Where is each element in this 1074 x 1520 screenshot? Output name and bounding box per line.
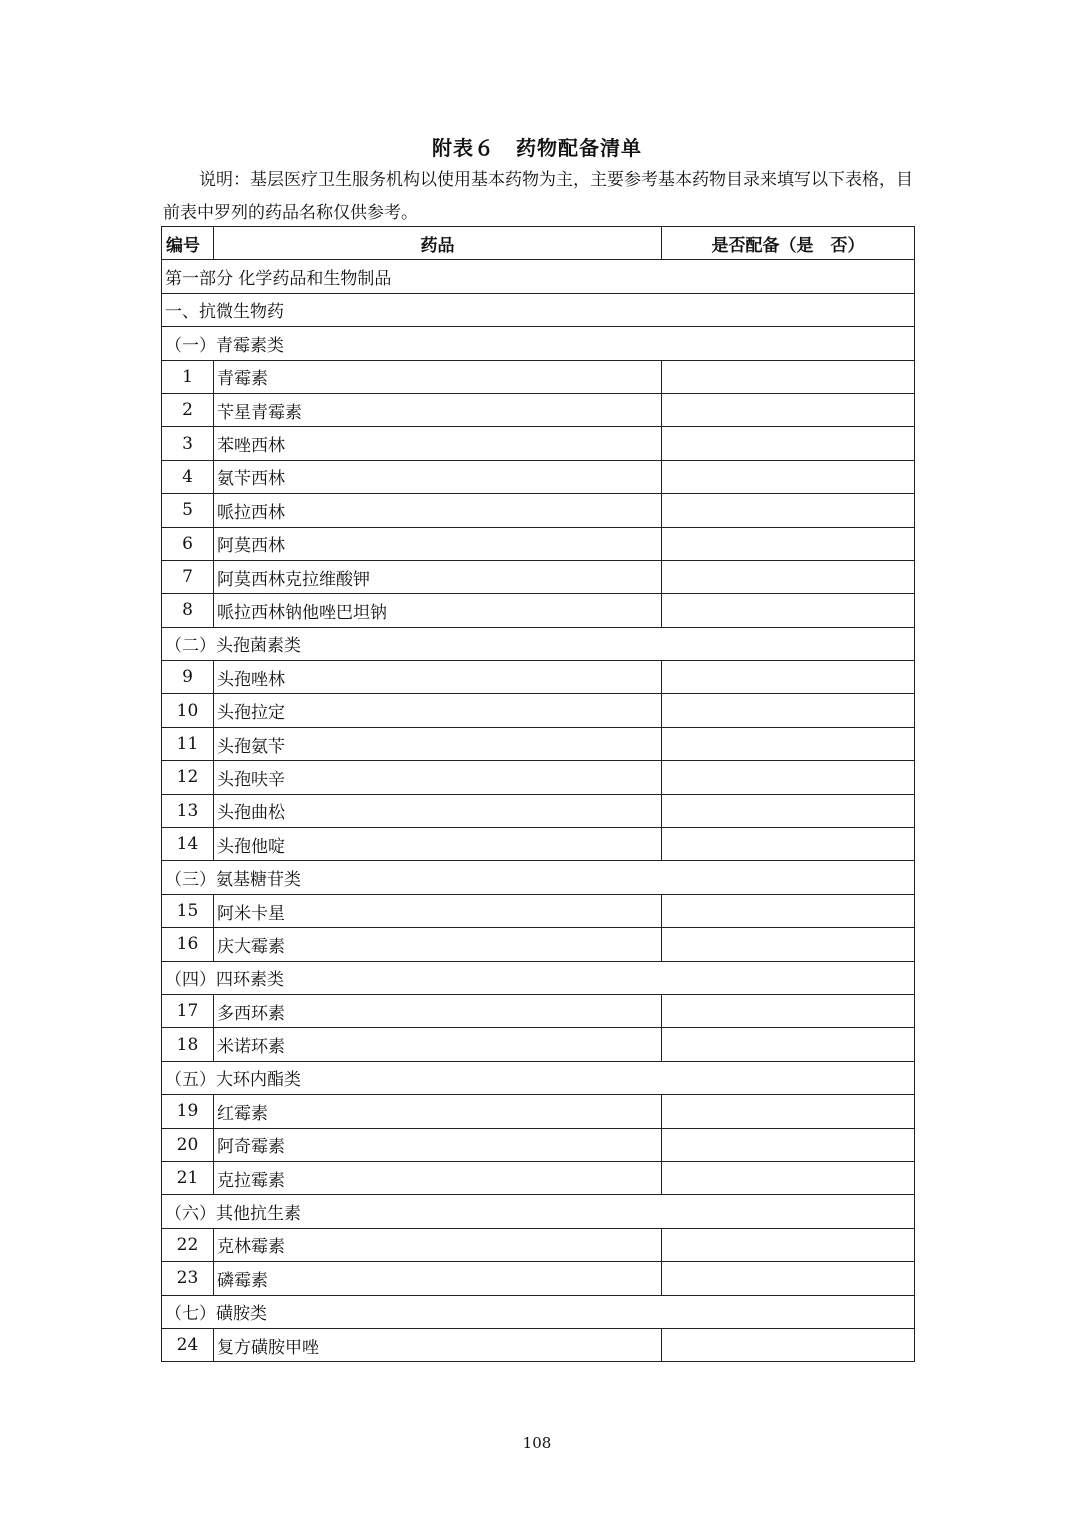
drug-number: 23 <box>162 1262 214 1295</box>
table-row <box>162 694 915 727</box>
drug-number: 16 <box>162 928 214 961</box>
section-heading: （四）四环素类 <box>162 961 915 994</box>
stocked-answer-cell[interactable] <box>662 594 915 627</box>
table-row <box>162 527 915 560</box>
table-body <box>162 260 915 1362</box>
section-heading: （六）其他抗生素 <box>162 1195 915 1228</box>
drug-number: 5 <box>162 494 214 527</box>
table-row <box>162 427 915 460</box>
table-row <box>162 1262 915 1295</box>
drug-name: 哌拉西林钠他唑巴坦钠 <box>214 594 662 627</box>
stocked-answer-cell[interactable] <box>662 727 915 760</box>
stocked-answer-cell[interactable] <box>662 460 915 493</box>
drug-number: 15 <box>162 894 214 927</box>
drug-name: 头孢唑林 <box>214 661 662 694</box>
section-heading: （三）氨基糖苷类 <box>162 861 915 894</box>
drug-name: 阿米卡星 <box>214 894 662 927</box>
drug-name: 红霉素 <box>214 1095 662 1128</box>
stocked-answer-cell[interactable] <box>662 1161 915 1194</box>
stocked-answer-cell[interactable] <box>662 393 915 426</box>
table-row <box>162 393 915 426</box>
drug-number: 7 <box>162 560 214 593</box>
drug-number: 14 <box>162 828 214 861</box>
table-row <box>162 1228 915 1261</box>
drug-name: 多西环素 <box>214 994 662 1027</box>
stocked-answer-cell[interactable] <box>662 494 915 527</box>
table-row <box>162 1328 915 1361</box>
table-row <box>162 560 915 593</box>
table-header-row <box>162 227 915 260</box>
table-row <box>162 1128 915 1161</box>
drug-name: 阿奇霉素 <box>214 1128 662 1161</box>
drug-number: 21 <box>162 1161 214 1194</box>
stocked-answer-cell[interactable] <box>662 828 915 861</box>
table-row <box>162 460 915 493</box>
stocked-answer-cell[interactable] <box>662 360 915 393</box>
drug-number: 2 <box>162 393 214 426</box>
drug-number: 10 <box>162 694 214 727</box>
drug-name: 青霉素 <box>214 360 662 393</box>
drug-number: 9 <box>162 661 214 694</box>
table-row <box>162 360 915 393</box>
drug-number: 4 <box>162 460 214 493</box>
section-row <box>162 260 915 293</box>
table-row <box>162 494 915 527</box>
drug-name: 苯唑西林 <box>214 427 662 460</box>
drug-stock-table <box>161 226 915 1362</box>
table-row <box>162 994 915 1027</box>
section-row <box>162 327 915 360</box>
drug-name: 头孢氨苄 <box>214 727 662 760</box>
table-row <box>162 828 915 861</box>
stocked-answer-cell[interactable] <box>662 1228 915 1261</box>
drug-number: 17 <box>162 994 214 1027</box>
header-drug: 药品 <box>214 227 662 260</box>
drug-number: 12 <box>162 761 214 794</box>
drug-number: 20 <box>162 1128 214 1161</box>
drug-number: 22 <box>162 1228 214 1261</box>
drug-name: 米诺环素 <box>214 1028 662 1061</box>
header-number: 编号 <box>162 227 214 260</box>
drug-name: 阿莫西林克拉维酸钾 <box>214 560 662 593</box>
stocked-answer-cell[interactable] <box>662 661 915 694</box>
drug-name: 头孢拉定 <box>214 694 662 727</box>
stocked-answer-cell[interactable] <box>662 794 915 827</box>
stocked-answer-cell[interactable] <box>662 560 915 593</box>
stocked-answer-cell[interactable] <box>662 1262 915 1295</box>
drug-number: 19 <box>162 1095 214 1128</box>
drug-name: 头孢他啶 <box>214 828 662 861</box>
drug-number: 8 <box>162 594 214 627</box>
stocked-answer-cell[interactable] <box>662 1128 915 1161</box>
section-row <box>162 1295 915 1328</box>
section-row <box>162 627 915 660</box>
section-row <box>162 1195 915 1228</box>
section-heading: （二）头孢菌素类 <box>162 627 915 660</box>
instruction-note: 说明：基层医疗卫生服务机构以使用基本药物为主，主要参考基本药物目录来填写以下表格，目前表中罗列的药品名称仅供参考。 <box>163 170 913 223</box>
table-row <box>162 761 915 794</box>
stocked-answer-cell[interactable] <box>662 1028 915 1061</box>
drug-name: 阿莫西林 <box>214 527 662 560</box>
stocked-answer-cell[interactable] <box>662 1095 915 1128</box>
drug-name: 磷霉素 <box>214 1262 662 1295</box>
drug-name: 头孢呋辛 <box>214 761 662 794</box>
drug-number: 1 <box>162 360 214 393</box>
table-row <box>162 1028 915 1061</box>
table-row <box>162 794 915 827</box>
section-heading: 第一部分 化学药品和生物制品 <box>162 260 915 293</box>
table-row <box>162 894 915 927</box>
drug-name: 复方磺胺甲唑 <box>214 1328 662 1361</box>
stocked-answer-cell[interactable] <box>662 928 915 961</box>
table-row <box>162 727 915 760</box>
table-row <box>162 928 915 961</box>
header-stocked: 是否配备（是 否） <box>662 227 915 260</box>
stocked-answer-cell[interactable] <box>662 1328 915 1361</box>
drug-number: 24 <box>162 1328 214 1361</box>
stocked-answer-cell[interactable] <box>662 894 915 927</box>
drug-number: 3 <box>162 427 214 460</box>
stocked-answer-cell[interactable] <box>662 694 915 727</box>
section-heading: （五）大环内酯类 <box>162 1061 915 1094</box>
drug-name: 哌拉西林 <box>214 494 662 527</box>
table-row <box>162 1161 915 1194</box>
section-row <box>162 861 915 894</box>
drug-name: 头孢曲松 <box>214 794 662 827</box>
drug-number: 18 <box>162 1028 214 1061</box>
drug-name: 庆大霉素 <box>214 928 662 961</box>
drug-number: 6 <box>162 527 214 560</box>
section-row <box>162 1061 915 1094</box>
stocked-answer-cell[interactable] <box>662 527 915 560</box>
drug-name: 克林霉素 <box>214 1228 662 1261</box>
drug-name: 苄星青霉素 <box>214 393 662 426</box>
section-row <box>162 961 915 994</box>
page-title: 附表６ 药物配备清单 <box>432 136 642 160</box>
drug-number: 13 <box>162 794 214 827</box>
table-row <box>162 661 915 694</box>
stocked-answer-cell[interactable] <box>662 427 915 460</box>
table-row <box>162 1095 915 1128</box>
section-heading: 一、抗微生物药 <box>162 293 915 326</box>
page-number: 108 <box>522 1434 552 1452</box>
drug-number: 11 <box>162 727 214 760</box>
drug-name: 氨苄西林 <box>214 460 662 493</box>
drug-name: 克拉霉素 <box>214 1161 662 1194</box>
stocked-answer-cell[interactable] <box>662 994 915 1027</box>
section-heading: （七）磺胺类 <box>162 1295 915 1328</box>
section-row <box>162 293 915 326</box>
section-heading: （一）青霉素类 <box>162 327 915 360</box>
stocked-answer-cell[interactable] <box>662 761 915 794</box>
table-row <box>162 594 915 627</box>
